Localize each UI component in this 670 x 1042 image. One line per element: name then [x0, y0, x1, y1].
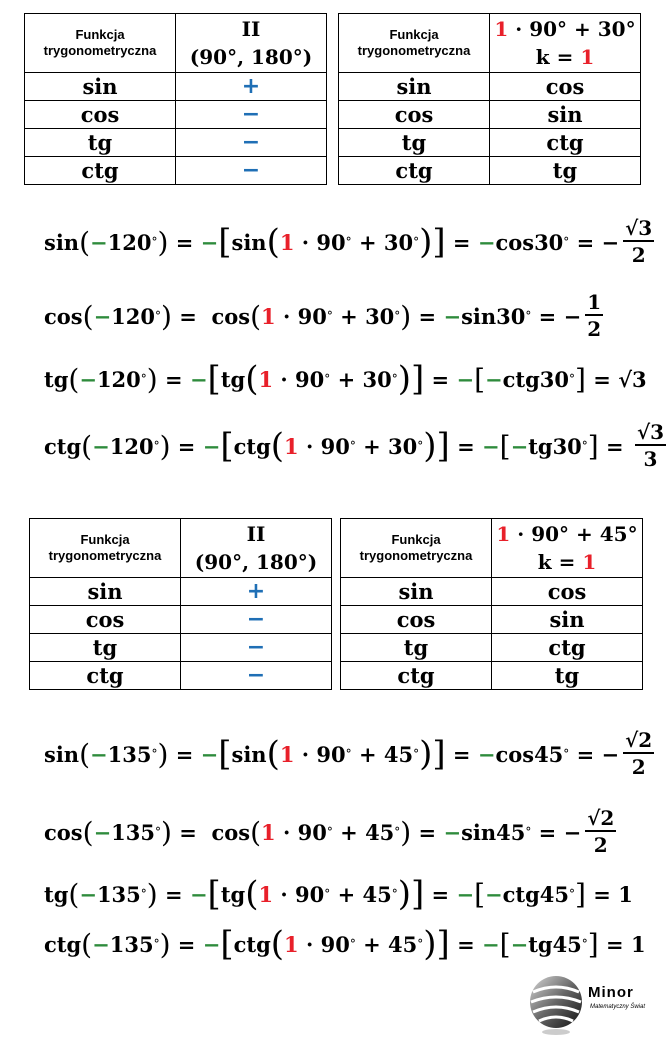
quadrant-sign-table-2: [29, 518, 332, 690]
sign-cell: +: [181, 578, 332, 606]
table-cell: cos: [490, 73, 641, 101]
table-cell: cos: [25, 101, 176, 129]
table-cell: cos: [492, 578, 643, 606]
table-cell: tg: [492, 662, 643, 690]
reduction-header: 1 · 90° + 30° k = 1: [490, 14, 641, 73]
sign-cell: −: [176, 101, 327, 129]
sign-cell: −: [181, 606, 332, 634]
equation-tg-135: tg ( − 135 ° ) = − [ tg ( 1 · 90 ° + 45 ° )] = − [ − ctg45 ° ] = 1: [44, 874, 633, 914]
fraction: $\frac{√2}{2}$: [587, 806, 615, 857]
logo-title: Minor: [588, 984, 634, 1001]
table-cell: ctg: [490, 129, 641, 157]
table-cell: ctg: [339, 157, 490, 185]
table-header-function: Funkcja trygonometryczna: [339, 14, 490, 73]
table-cell: tg: [30, 634, 181, 662]
table-cell: ctg: [492, 634, 643, 662]
sign-cell: −: [181, 634, 332, 662]
quadrant-header: II (90°, 180°): [176, 14, 327, 73]
table-cell: tg: [490, 157, 641, 185]
reduction-table-1: [338, 13, 641, 185]
table-cell: sin: [30, 578, 181, 606]
equation-tg-120: tg ( − 120 ° ) = − [ tg ( 1 · 90 ° + 30 ° )] = − [ − ctg30 ° ] = √3: [44, 359, 647, 399]
table-header-function: Funkcja trygonometryczna: [30, 519, 181, 578]
table-cell: ctg: [30, 662, 181, 690]
table-cell: ctg: [341, 662, 492, 690]
table-cell: sin: [492, 606, 643, 634]
fraction: $\frac{√2}{2}$: [625, 728, 653, 779]
logo-subtitle: Matematyczny Świat: [590, 1004, 646, 1010]
reduction-header: 1 · 90° + 45° k = 1: [492, 519, 643, 578]
fraction: $\frac{√3}{2}$: [625, 216, 653, 267]
quadrant-header: II (90°, 180°): [181, 519, 332, 578]
table-cell: sin: [25, 73, 176, 101]
sign-cell: +: [176, 73, 327, 101]
minor-logo-icon: [527, 970, 585, 1036]
table-cell: tg: [339, 129, 490, 157]
table-cell: sin: [341, 578, 492, 606]
fraction: $\frac{1}{2}$: [587, 290, 602, 341]
table-cell: cos: [30, 606, 181, 634]
reduction-table-2: [340, 518, 643, 690]
equation-ctg-120: ctg ( − 120 ° ) = − [ ctg ( 1 · 90 ° + 30 ° )] = − [ − tg30 ° ] = $\frac{√3}{3}$: [44, 420, 665, 471]
equation-sin-120: sin ( − 120 ° ) = − [ sin ( 1 · 90 ° + 30 ° )] = − cos30 ° = − $\frac{√3}{2}$: [44, 216, 653, 267]
table-cell: cos: [339, 101, 490, 129]
equation-cos-120: cos ( − 120 ° ) = cos ( 1 · 90 ° + 30 ° ) = − sin30 ° = − $\frac{1}{2}$: [44, 290, 602, 341]
equation-ctg-135: ctg ( − 135 ° ) = − [ ctg ( 1 · 90 ° + 45 ° )] = − [ − tg45 ° ] = 1: [44, 924, 646, 964]
equation-cos-135: cos ( − 135 ° ) = cos ( 1 · 90 ° + 45 ° ) = − sin45 ° = − $\frac{√2}{2}$: [44, 806, 615, 857]
table-cell: tg: [341, 634, 492, 662]
table-cell: tg: [25, 129, 176, 157]
table-cell: sin: [490, 101, 641, 129]
quadrant-sign-table-1: [24, 13, 327, 185]
equation-sin-135: sin ( − 135 ° ) = − [ sin ( 1 · 90 ° + 45 ° )] = − cos45 ° = − $\frac{√2}{2}$: [44, 728, 653, 779]
sign-cell: −: [176, 157, 327, 185]
table-header-function: Funkcja trygonometryczna: [341, 519, 492, 578]
sign-cell: −: [181, 662, 332, 690]
table-cell: ctg: [25, 157, 176, 185]
table-cell: sin: [339, 73, 490, 101]
table-header-function: Funkcja trygonometryczna: [25, 14, 176, 73]
fraction: $\frac{√3}{3}$: [636, 420, 665, 471]
table-cell: cos: [341, 606, 492, 634]
sign-cell: −: [176, 129, 327, 157]
